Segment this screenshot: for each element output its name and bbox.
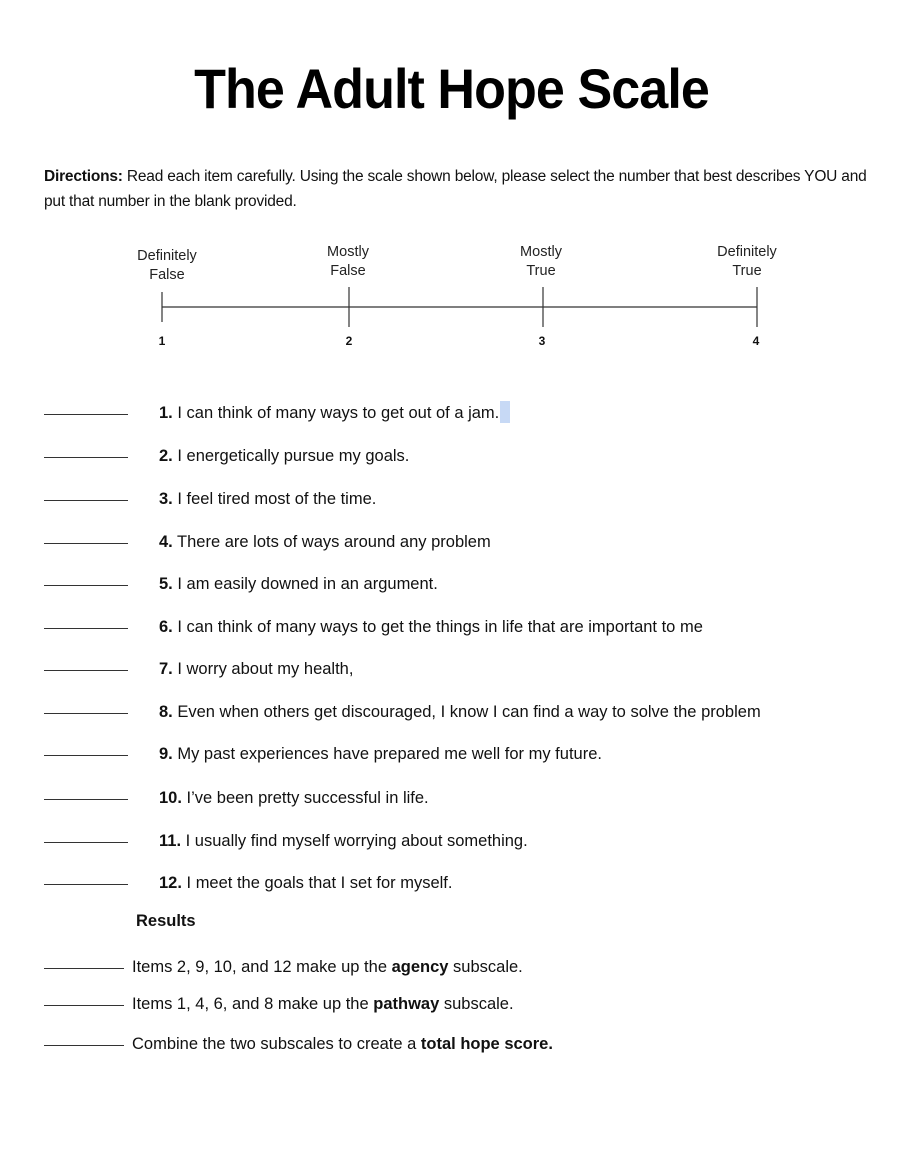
- text-cursor-highlight: [500, 401, 510, 423]
- item-statement: I can think of many ways to get the things in life that are important to me: [172, 618, 703, 636]
- item-text: [159, 786, 429, 810]
- response-scale: [0, 236, 903, 366]
- answer-blank[interactable]: [44, 457, 128, 458]
- list-item: [44, 401, 884, 425]
- list-item: [44, 742, 884, 766]
- item-text: [159, 487, 376, 511]
- item-text: [159, 615, 703, 639]
- result-text: [132, 955, 523, 979]
- answer-blank[interactable]: [44, 670, 128, 671]
- answer-blank[interactable]: [44, 799, 128, 800]
- scale-number-1: 1: [158, 334, 166, 348]
- result-text: [132, 1032, 553, 1056]
- scale-label-line: True: [526, 263, 556, 279]
- item-number: 3.: [159, 490, 173, 508]
- result-line: [44, 1032, 884, 1056]
- item-text: [159, 742, 602, 766]
- scale-label-4: [687, 243, 807, 281]
- item-text: [159, 829, 528, 853]
- item-statement: I’ve been pretty successful in life.: [181, 789, 429, 807]
- scale-number-2: 2: [345, 334, 353, 348]
- result-text-part: Combine the two subscales to create a: [132, 1035, 421, 1053]
- scale-number-3: 3: [538, 334, 546, 348]
- list-item: [44, 615, 884, 639]
- scale-number-4: 4: [752, 334, 760, 348]
- document-title: The Adult Hope Scale: [194, 57, 709, 120]
- scale-label-line: True: [732, 263, 762, 279]
- answer-blank[interactable]: [44, 713, 128, 714]
- result-line: [44, 955, 884, 979]
- list-item: [44, 487, 884, 511]
- result-text-part: Items 2, 9, 10, and 12 make up the: [132, 958, 392, 976]
- item-text: [159, 871, 452, 895]
- item-text: [159, 530, 491, 554]
- result-text-part: subscale.: [439, 995, 514, 1013]
- item-number: 5.: [159, 575, 173, 593]
- directions-paragraph: [44, 164, 884, 214]
- answer-blank[interactable]: [44, 1005, 124, 1006]
- item-statement: My past experiences have prepared me well for my future.: [172, 745, 602, 763]
- result-line: [44, 992, 884, 1016]
- scale-label-2: [288, 243, 408, 281]
- item-number: 2.: [159, 447, 173, 465]
- answer-blank[interactable]: [44, 1045, 124, 1046]
- item-text: [159, 657, 353, 681]
- item-number: 9.: [159, 745, 173, 763]
- item-statement: I worry about my health,: [172, 660, 354, 678]
- answer-blank[interactable]: [44, 543, 128, 544]
- item-number: 12.: [159, 874, 182, 892]
- scale-label-line: Definitely: [137, 248, 197, 264]
- result-keyword: pathway: [373, 995, 440, 1013]
- answer-blank[interactable]: [44, 968, 124, 969]
- scale-label-line: False: [330, 263, 366, 279]
- item-statement: There are lots of ways around any problem: [172, 533, 491, 551]
- directions-text: Read each item carefully. Using the scale shown below, please select the number that best describes YOU and put that number in the blank provided.: [44, 168, 867, 210]
- directions-label: Directions:: [44, 168, 123, 185]
- item-statement: I usually find myself worrying about something.: [181, 832, 528, 850]
- result-text-part: subscale.: [448, 958, 523, 976]
- list-item: [44, 530, 884, 554]
- result-keyword: agency: [391, 958, 449, 976]
- list-item: [44, 871, 884, 895]
- item-number: 7.: [159, 660, 173, 678]
- result-text: [132, 992, 514, 1016]
- item-statement: Even when others get discouraged, I know I can find a way to solve the problem: [172, 703, 761, 721]
- item-number: 6.: [159, 618, 173, 636]
- item-text: [159, 401, 510, 425]
- scale-label-1: [107, 247, 227, 285]
- item-text: [159, 700, 761, 724]
- item-number: 8.: [159, 703, 173, 721]
- item-statement: I energetically pursue my goals.: [172, 447, 410, 465]
- answer-blank[interactable]: [44, 500, 128, 501]
- result-keyword: total hope score.: [420, 1035, 553, 1053]
- list-item: [44, 829, 884, 853]
- list-item: [44, 700, 884, 724]
- answer-blank[interactable]: [44, 755, 128, 756]
- answer-blank[interactable]: [44, 842, 128, 843]
- answer-blank[interactable]: [44, 884, 128, 885]
- scale-label-3: [481, 243, 601, 281]
- results-heading: Results: [136, 912, 196, 930]
- item-number: 4.: [159, 533, 173, 551]
- scale-label-line: False: [149, 267, 185, 283]
- scale-label-line: Mostly: [327, 244, 369, 260]
- item-text: [159, 444, 409, 468]
- answer-blank[interactable]: [44, 585, 128, 586]
- item-statement: I feel tired most of the time.: [172, 490, 377, 508]
- item-number: 11.: [159, 832, 182, 850]
- item-statement: I can think of many ways to get out of a jam.: [172, 404, 500, 422]
- item-statement: I am easily downed in an argument.: [172, 575, 438, 593]
- list-item: [44, 657, 884, 681]
- item-statement: I meet the goals that I set for myself.: [181, 874, 453, 892]
- answer-blank[interactable]: [44, 628, 128, 629]
- scale-label-line: Mostly: [520, 244, 562, 260]
- scale-label-line: Definitely: [717, 244, 777, 260]
- item-number: 10.: [159, 789, 182, 807]
- answer-blank[interactable]: [44, 414, 128, 415]
- list-item: [44, 572, 884, 596]
- list-item: [44, 444, 884, 468]
- item-text: [159, 572, 438, 596]
- list-item: [44, 786, 884, 810]
- item-number: 1.: [159, 404, 173, 422]
- result-text-part: Items 1, 4, 6, and 8 make up the: [132, 995, 374, 1013]
